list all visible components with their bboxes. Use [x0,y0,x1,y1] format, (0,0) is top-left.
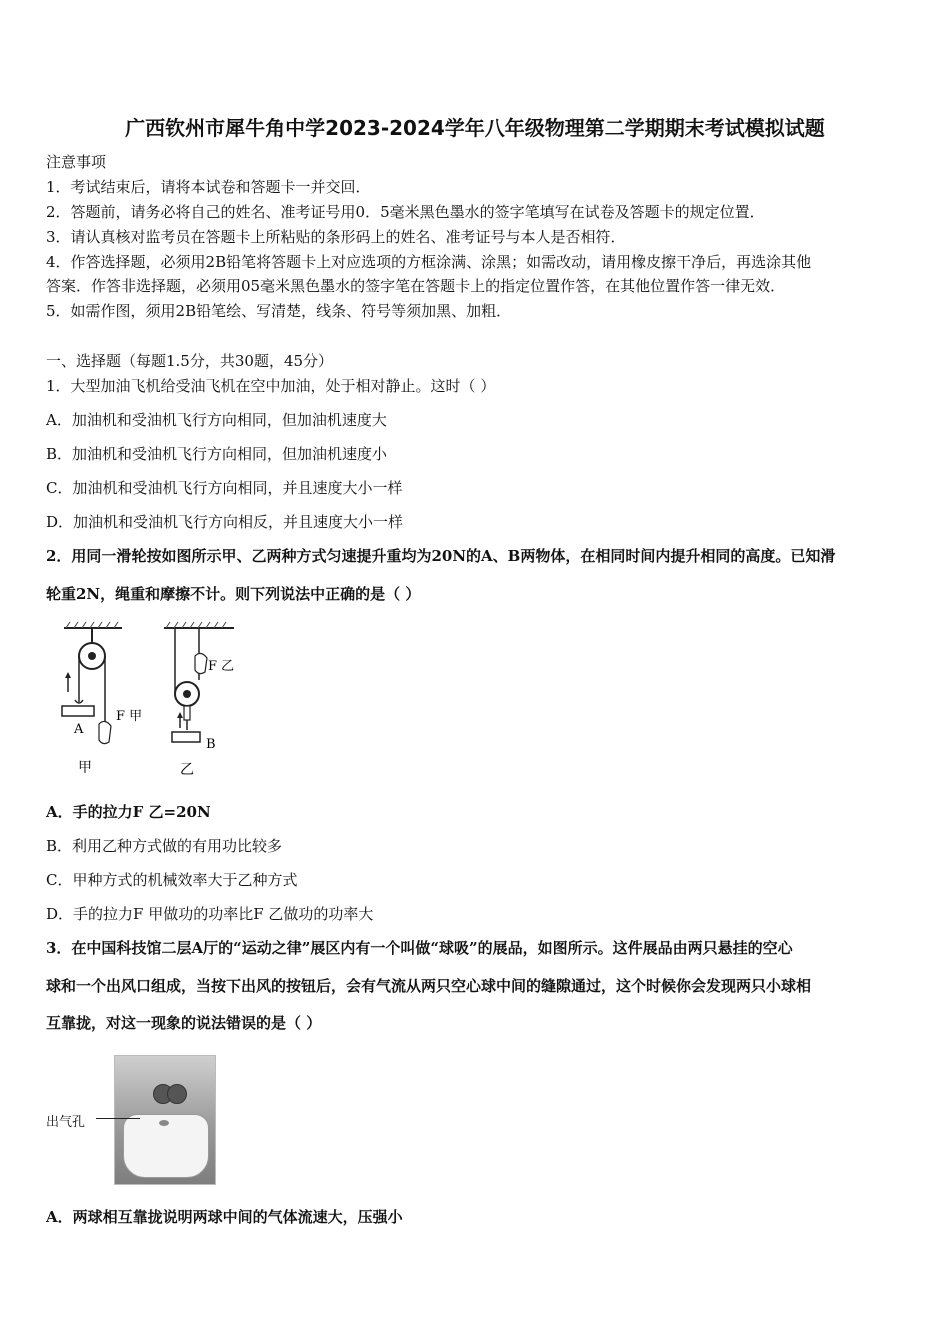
question-3-stem-line1: 3．在中国科技馆二层A厅的“运动之律”展区内有一个叫做“球吸”的展品，如图所示。这件展品由两只悬挂的空心 [46,939,793,957]
outlet-label: 出气孔 [46,1115,86,1130]
block-b-label: B [206,737,216,752]
page-title: 广西钦州市犀牛角中学2023-2024学年八年级物理第二学期期末考试模拟试题 [125,116,825,140]
notice-item: 4．作答选择题，必须用2B铅笔将答题卡上对应选项的方框涂满、涂黑；如需改动，请用橡皮擦干净后，再选涂其他 [46,253,812,271]
question-1-option-a: A．加油机和受油机飞行方向相同，但加油机速度大 [46,411,387,429]
question-2-option-b: B．利用乙种方式做的有用功比较多 [46,837,283,855]
notice-item: 5．如需作图，须用2B铅笔绘、写清楚，线条、符号等须加黑、加粗． [46,302,512,320]
notice-item: 答案．作答非选择题，必须用05毫米黑色墨水的签字笔在答题卡上的指定位置作答，在其他位置作答一律无效． [46,277,786,295]
notice-item: 3．请认真核对监考员在答题卡上所粘贴的条形码上的姓名、准考证号与本人是否相符． [46,228,626,246]
notice-heading: 注意事项 [46,153,107,171]
block-a-label: A [74,722,84,737]
section-heading: 一、选择题（每题1.5分，共30题，45分） [46,352,334,370]
hand-icon [195,653,207,673]
outlet-pointer-line [96,1118,140,1119]
question-2-option-d: D．手的拉力F 甲做功的功率比F 乙做功的功率大 [46,905,374,923]
figure-label-yi: 乙 [180,762,194,778]
question-1-option-d: D．加油机和受油机飞行方向相反，并且速度大小一样 [46,513,404,531]
question-2-option-c: C．甲种方式的机械效率大于乙种方式 [46,871,298,889]
force-jia-label: F 甲 [116,709,143,724]
force-yi-label: F 乙 [208,659,235,674]
question-2-option-a: A．手的拉力F 乙=20N [46,803,211,821]
fixed-pulley-jia [62,628,105,724]
question-1-option-c: C．加油机和受油机飞行方向相同，并且速度大小一样 [46,479,403,497]
figure-label-jia: 甲 [78,760,92,776]
question-1-stem: 1．大型加油飞机给受油飞机在空中加油，处于相对静止。这时（ ） [46,377,496,395]
notice-item: 1．考试结束后，请将本试卷和答题卡一并交回． [46,178,371,196]
hand-icon [99,721,111,743]
movable-pulley-yi [172,628,200,742]
question-3-stem-line2: 球和一个出风口组成，当按下出风的按钮后，会有气流从两只空心球中间的缝隙通过，这个时候你会发现两只小球相 [46,977,812,995]
question-2-stem-line2: 轮重2N，绳重和摩擦不计。则下列说法中正确的是（ ） [46,585,421,603]
question-1-option-b: B．加油机和受油机飞行方向相同，但加油机速度小 [46,445,388,463]
question-3-option-a: A．两球相互靠拢说明两球中间的气体流速大，压强小 [46,1208,403,1226]
ceiling-jia [64,622,122,628]
air-outlet [159,1120,169,1126]
hanging-ball [167,1084,187,1104]
question-2-stem-line1: 2．用同一滑轮按如图所示甲、乙两种方式匀速提升重均为20N的A、B两物体，在相同时间内提升相同的高度。已知滑 [46,547,836,565]
notice-item: 2．答题前，请务必将自己的姓名、准考证号用0．5毫米黑色墨水的签字笔填写在试卷及答题卡的规定位置． [46,203,765,221]
question-3-stem-line3: 互靠拢，对这一现象的说法错误的是（ ） [46,1014,322,1032]
exhibit-photo [114,1055,216,1185]
ceiling-yi [164,622,234,628]
pulley-figure [58,620,248,782]
